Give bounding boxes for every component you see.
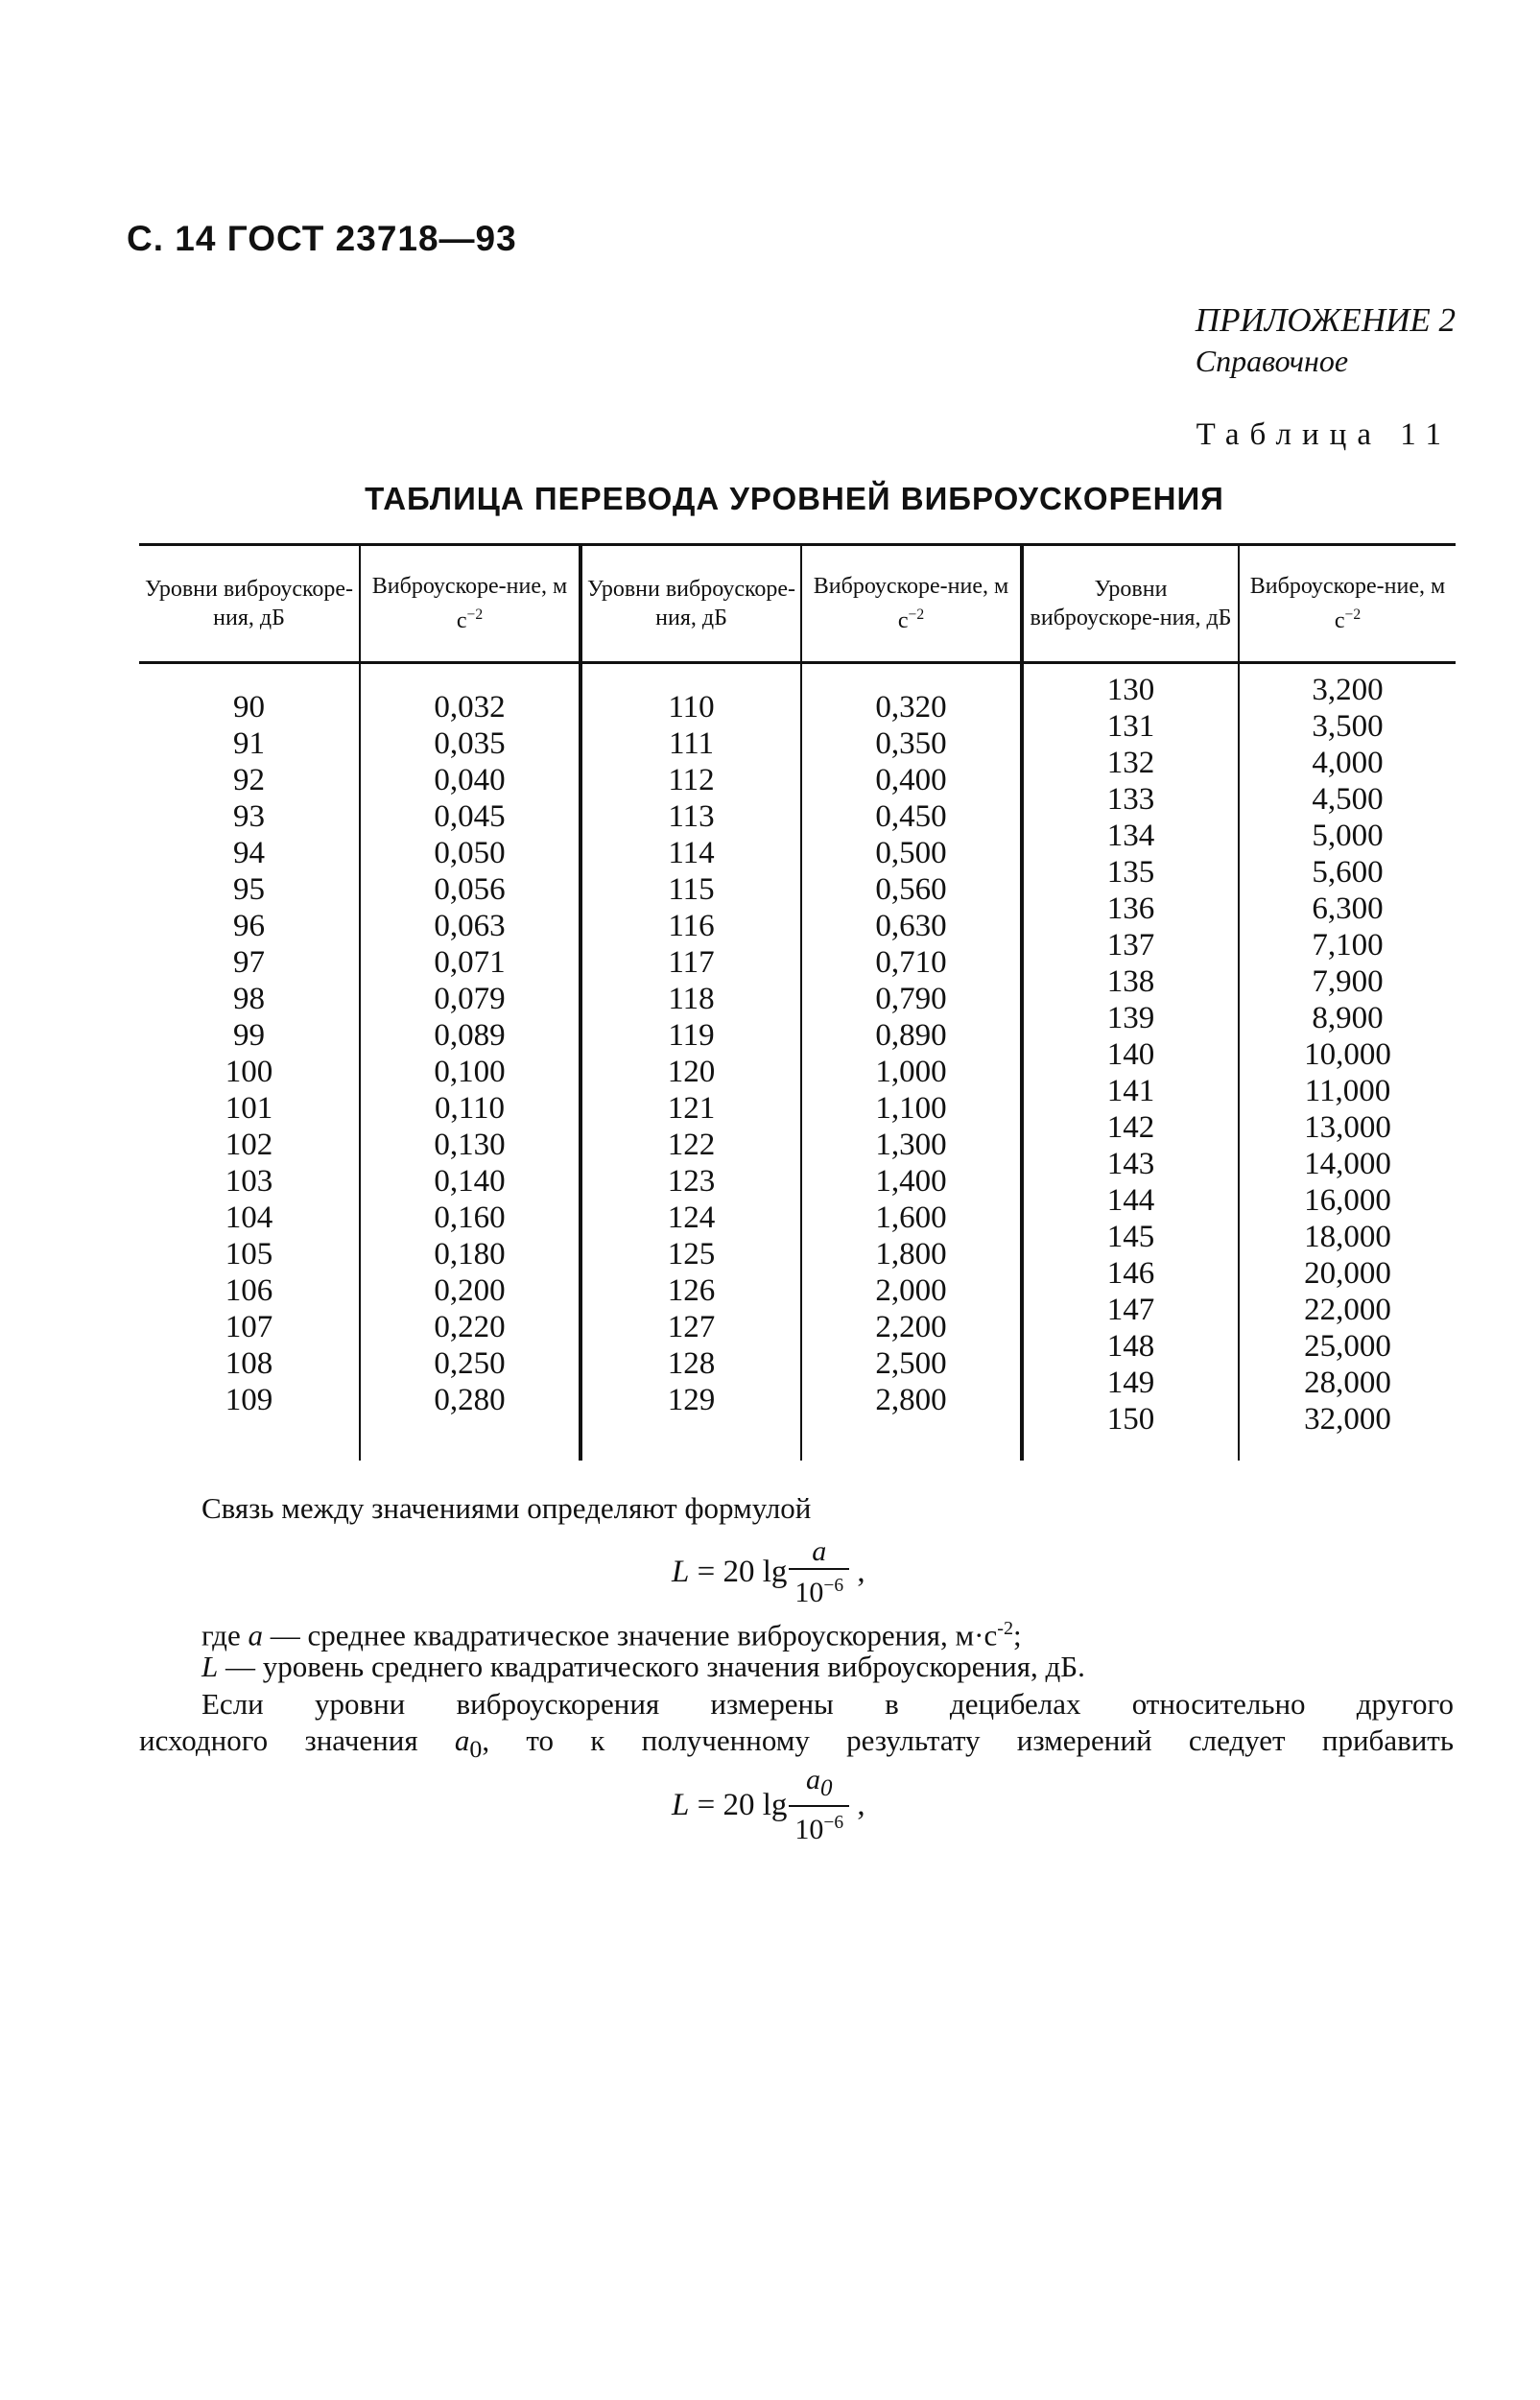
appendix-title: ПРИЛОЖЕНИЕ 2	[1195, 301, 1456, 339]
level-value: 111	[668, 726, 715, 761]
level-value: 109	[225, 1383, 273, 1417]
page-header: С. 14 ГОСТ 23718—93	[127, 219, 517, 258]
accel-value: 0,890	[875, 1018, 947, 1053]
level-value: 99	[233, 1018, 265, 1053]
level-value: 150	[1106, 1402, 1155, 1437]
accel-value: 0,032	[434, 690, 506, 725]
appendix-heading	[1196, 300, 1456, 381]
accel-value: 20,000	[1304, 1256, 1391, 1291]
accel-value: 0,130	[434, 1128, 506, 1162]
accel-value: 13,000	[1304, 1110, 1391, 1145]
level-value: 146	[1106, 1256, 1155, 1291]
definition-L: L — уровень среднего квадратического значения виброускорения, дБ.	[201, 1650, 1085, 1683]
level-value: 119	[668, 1018, 715, 1053]
level-value: 140	[1106, 1037, 1155, 1072]
accel-value: 3,200	[1312, 673, 1384, 707]
table-title: ТАБЛИЦА ПЕРЕВОДА УРОВНЕЙ ВИБРОУСКОРЕНИЯ	[365, 481, 1224, 516]
level-value: 91	[233, 726, 265, 761]
level-value: 93	[233, 799, 265, 834]
level-value: 95	[233, 872, 265, 907]
accel-value: 2,500	[875, 1346, 947, 1381]
accel-value: 4,500	[1312, 782, 1384, 817]
level-value: 120	[667, 1055, 716, 1089]
intro-text: Связь между значениями определяют формулой	[201, 1491, 812, 1525]
accel-value: 7,900	[1312, 964, 1384, 999]
accel-value: 4,000	[1312, 746, 1384, 780]
level-value: 114	[668, 836, 715, 870]
level-value: 138	[1106, 964, 1155, 999]
accel-value: 0,110	[434, 1091, 506, 1126]
header-level-1: Уровни виброускоре-ния, дБ	[139, 545, 360, 663]
accel-value: 0,050	[434, 836, 506, 870]
accel-value: 1,300	[875, 1128, 947, 1162]
accel-value: 0,560	[875, 872, 947, 907]
level-value: 101	[225, 1091, 273, 1126]
level-value: 102	[225, 1128, 273, 1162]
accel-value: 0,630	[875, 909, 947, 943]
accel-column	[801, 663, 1022, 1461]
formula-level: L = 20 lg $\frac{a}{10^{-6}}$ ,	[672, 1535, 865, 1608]
level-value: 129	[667, 1383, 716, 1417]
level-value: 149	[1106, 1366, 1155, 1400]
accel-value: 0,710	[875, 945, 947, 980]
accel-value: 0,071	[434, 945, 506, 980]
level-value: 90	[233, 690, 265, 725]
accel-value: 0,089	[434, 1018, 506, 1053]
level-value: 107	[225, 1310, 273, 1344]
level-value: 121	[667, 1091, 716, 1126]
accel-value: 0,790	[875, 982, 947, 1016]
accel-value: 18,000	[1304, 1220, 1391, 1254]
accel-value: 3,500	[1312, 709, 1384, 744]
accel-value: 0,250	[434, 1346, 506, 1381]
level-value: 124	[667, 1200, 716, 1235]
accel-value: 1,400	[875, 1164, 947, 1199]
paragraph-line-1: Если уровни виброускорения измерены в децибелах относительно другого	[201, 1687, 1454, 1721]
level-value: 118	[668, 982, 715, 1016]
accel-value: 1,000	[875, 1055, 947, 1089]
accel-value: 0,063	[434, 909, 506, 943]
accel-value: 0,056	[434, 872, 506, 907]
accel-value: 0,180	[434, 1237, 506, 1271]
accel-column	[360, 663, 580, 1461]
level-value: 127	[667, 1310, 716, 1344]
header-level-3: Уровни виброускоре-ния, дБ	[1022, 545, 1239, 663]
level-value: 110	[668, 690, 715, 725]
accel-value: 6,300	[1312, 891, 1384, 926]
level-value: 122	[667, 1128, 716, 1162]
accel-value: 0,040	[434, 763, 506, 797]
level-value: 128	[667, 1346, 716, 1381]
accel-value: 0,140	[434, 1164, 506, 1199]
accel-value: 0,079	[434, 982, 506, 1016]
level-value: 117	[668, 945, 715, 980]
level-value: 103	[225, 1164, 273, 1199]
formula-level-offset: L = 20 lg $\frac{a_0}{10^{-6}}$ ,	[672, 1764, 865, 1845]
level-value: 116	[668, 909, 715, 943]
accel-value: 0,100	[434, 1055, 506, 1089]
level-value: 112	[668, 763, 715, 797]
level-column	[580, 663, 801, 1461]
level-value: 142	[1106, 1110, 1155, 1145]
level-value: 130	[1106, 673, 1155, 707]
level-value: 143	[1106, 1147, 1155, 1181]
accel-value: 2,200	[875, 1310, 947, 1344]
level-column	[1022, 663, 1239, 1461]
accel-value: 28,000	[1304, 1366, 1391, 1400]
accel-value: 0,220	[434, 1310, 506, 1344]
accel-column	[1239, 663, 1456, 1461]
level-value: 106	[225, 1273, 273, 1308]
accel-value: 0,035	[434, 726, 506, 761]
level-value: 123	[667, 1164, 716, 1199]
accel-value: 1,600	[875, 1200, 947, 1235]
level-value: 136	[1106, 891, 1155, 926]
level-value: 98	[233, 982, 265, 1016]
level-value: 133	[1106, 782, 1155, 817]
level-value: 96	[233, 909, 265, 943]
level-value: 131	[1106, 709, 1155, 744]
accel-value: 7,100	[1312, 928, 1384, 962]
accel-value: 2,800	[875, 1383, 947, 1417]
level-value: 126	[667, 1273, 716, 1308]
accel-value: 25,000	[1304, 1329, 1391, 1364]
level-value: 105	[225, 1237, 273, 1271]
level-value: 148	[1106, 1329, 1155, 1364]
table-number: Таблица 11	[1196, 417, 1452, 452]
accel-value: 0,350	[875, 726, 947, 761]
level-value: 92	[233, 763, 265, 797]
appendix-subtitle: Справочное	[1195, 344, 1349, 378]
level-value: 115	[668, 872, 715, 907]
accel-value: 0,400	[875, 763, 947, 797]
accel-value: 0,500	[875, 836, 947, 870]
level-value: 135	[1106, 855, 1155, 890]
level-value: 144	[1106, 1183, 1155, 1218]
level-value: 104	[225, 1200, 273, 1235]
level-value: 134	[1106, 819, 1155, 853]
accel-value: 5,000	[1312, 819, 1384, 853]
level-column	[139, 663, 360, 1461]
accel-value: 1,100	[875, 1091, 947, 1126]
level-value: 139	[1106, 1001, 1155, 1035]
accel-value: 2,000	[875, 1273, 947, 1308]
definition-a: где a — среднее квадратическое значение виброускорения, $м\cdot с^{-2}$;	[201, 1618, 1022, 1652]
header-level-2: Уровни виброускоре-ния, дБ	[580, 545, 801, 663]
accel-value: 0,280	[434, 1383, 506, 1417]
header-accel-3: Виброускоре-ние, м $с^{-2}$	[1239, 545, 1456, 663]
accel-value: 10,000	[1304, 1037, 1391, 1072]
accel-value: 0,160	[434, 1200, 506, 1235]
accel-value: 0,200	[434, 1273, 506, 1308]
level-value: 100	[225, 1055, 273, 1089]
accel-value: 8,900	[1312, 1001, 1384, 1035]
level-value: 145	[1106, 1220, 1155, 1254]
level-value: 113	[668, 799, 715, 834]
accel-value: 11,000	[1304, 1074, 1391, 1108]
conversion-table	[139, 543, 1456, 1461]
level-value: 147	[1106, 1293, 1155, 1327]
accel-value: 0,045	[434, 799, 506, 834]
accel-value: 22,000	[1304, 1293, 1391, 1327]
level-value: 125	[667, 1237, 716, 1271]
accel-value: 16,000	[1304, 1183, 1391, 1218]
header-accel-1: Виброускоре-ние, м $с^{-2}$	[360, 545, 580, 663]
paragraph-line-2: исходного значения $a_0$, то к полученному результату измерений следует прибавить	[139, 1723, 1454, 1764]
accel-value: 32,000	[1304, 1402, 1391, 1437]
accel-value: 5,600	[1312, 855, 1384, 890]
level-value: 94	[233, 836, 265, 870]
level-value: 97	[233, 945, 265, 980]
accel-value: 0,450	[875, 799, 947, 834]
header-accel-2: Виброускоре-ние, м $с^{-2}$	[801, 545, 1022, 663]
accel-value: 0,320	[875, 690, 947, 725]
level-value: 132	[1106, 746, 1155, 780]
level-value: 141	[1106, 1074, 1155, 1108]
level-value: 108	[225, 1346, 273, 1381]
accel-value: 14,000	[1304, 1147, 1391, 1181]
level-value: 137	[1106, 928, 1155, 962]
accel-value: 1,800	[875, 1237, 947, 1271]
